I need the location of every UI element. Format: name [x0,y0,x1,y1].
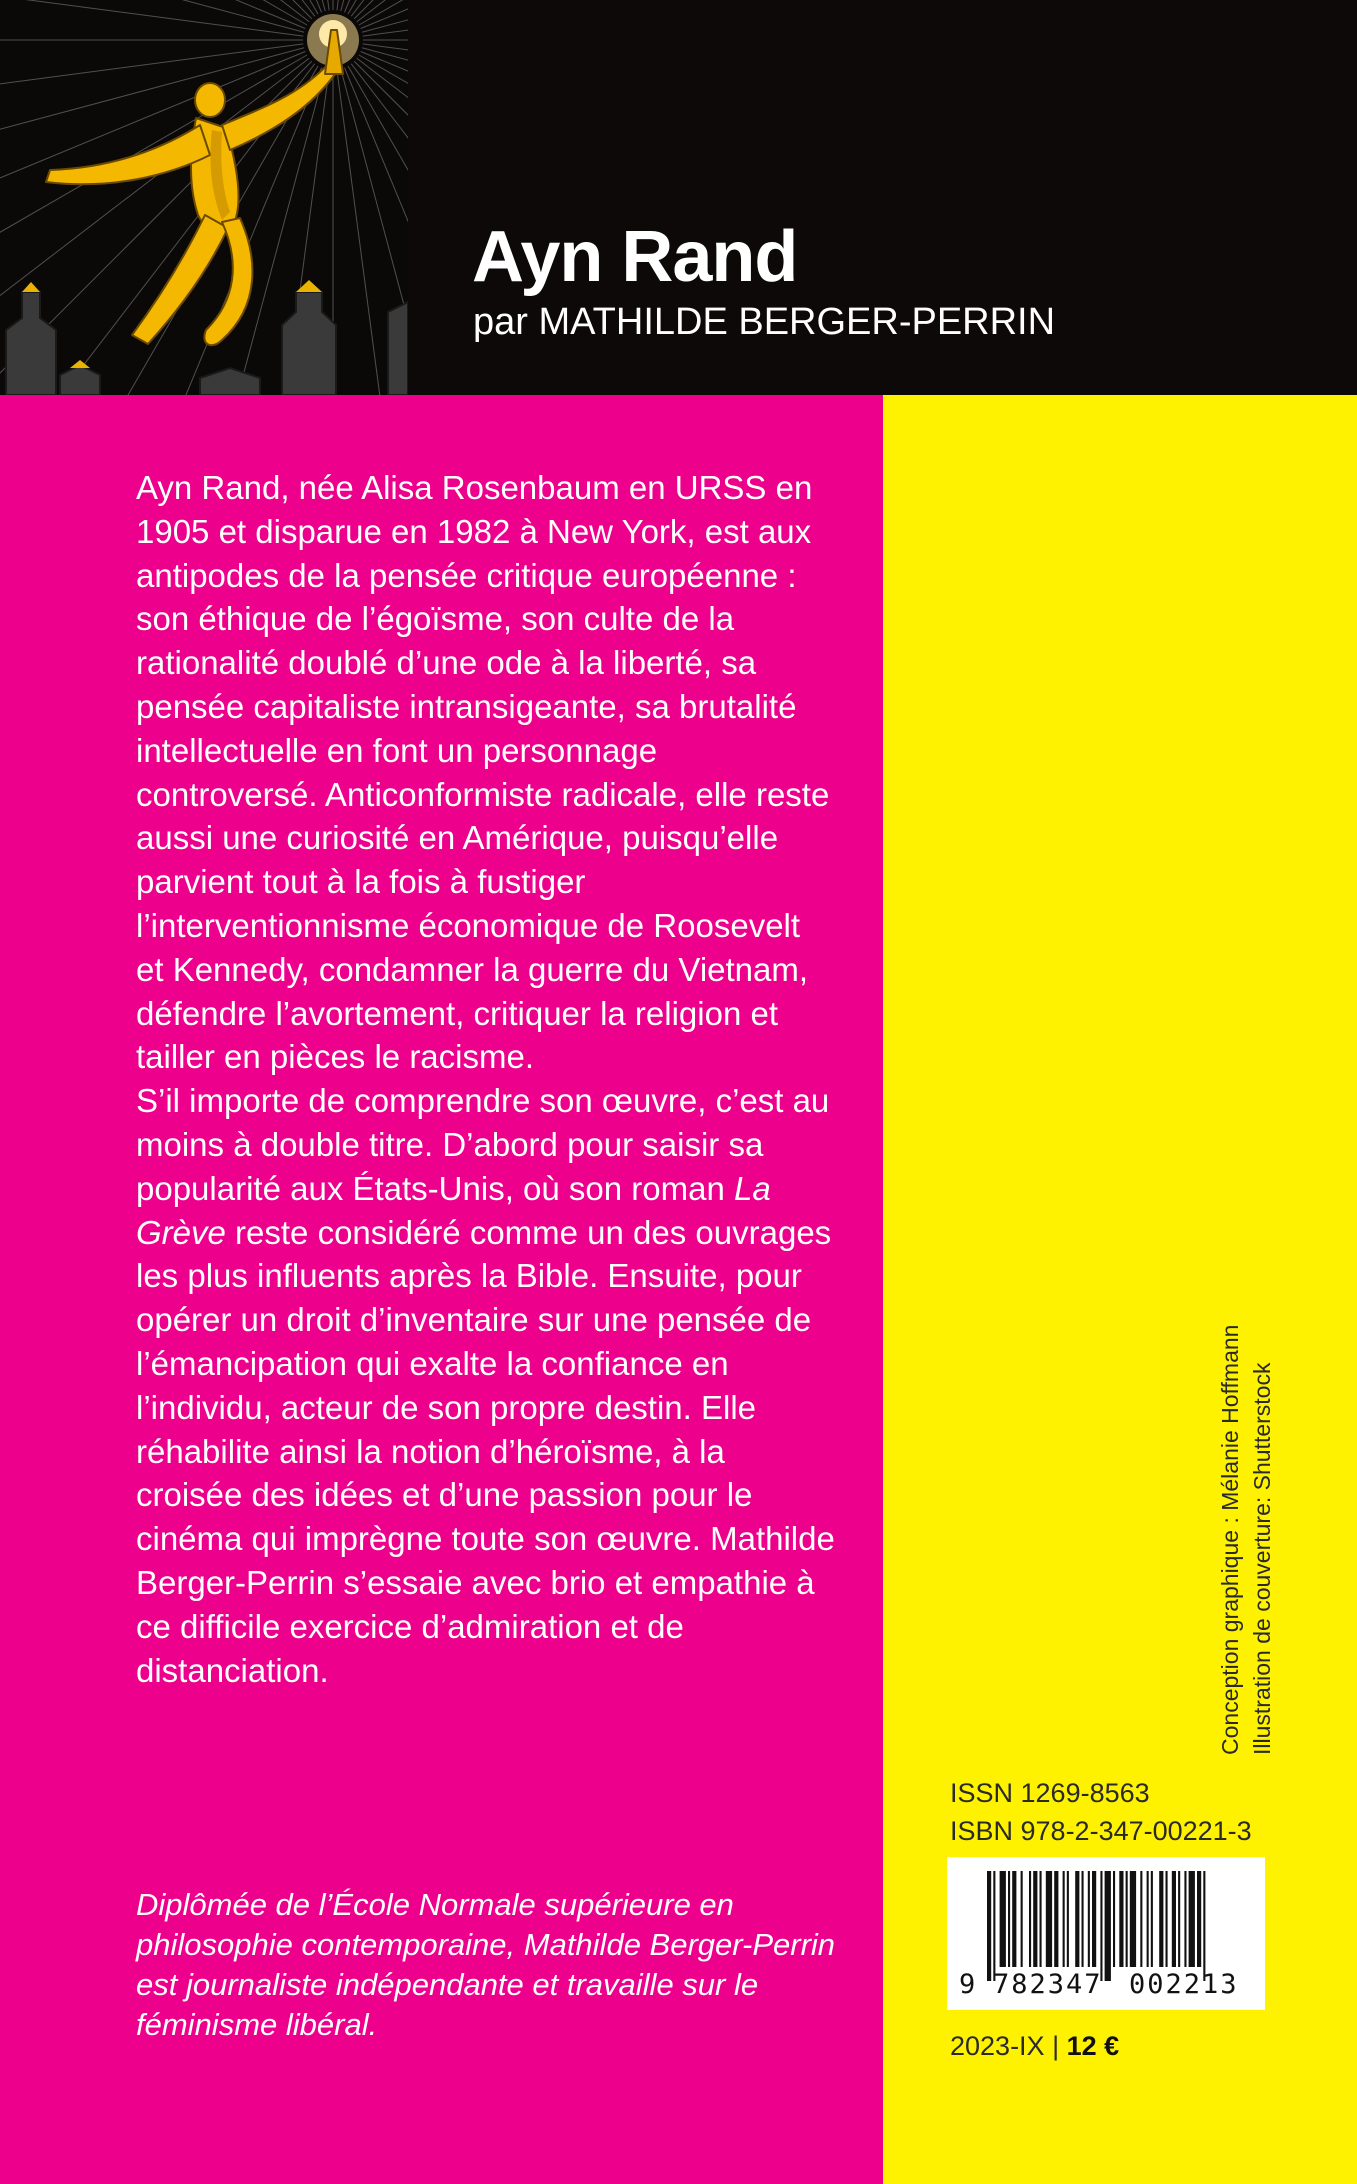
barcode [947,1857,1265,2010]
book-author-title: Ayn Rand [472,217,798,297]
barcode-bar [1000,1871,1006,1967]
isbn-number: ISBN 978-2-347-00221-3 [950,1816,1252,1846]
illustration-credit: Illustration de couverture: Shutterstock [1249,1362,1275,1755]
blurb-paragraph-1: Ayn Rand, née Alisa Rosenbaum en URSS en 1905 et disparue en 1982 à New York, est aux antipodes de la pensée critique européenne : son éthique de l’égoïsme, son culte de la rationalité doublé d’une ode à la liberté, sa pensée capitaliste intransigeante, sa brutalité intellectuelle en font un personnage controversé. Anticonformiste radicale, elle reste aussi une curiosité en Amérique, puisqu’elle parvient tout à la fois à fustiger l’interventionnisme économique de Roosevelt et Kennedy, condamner la guerre du Vietnam, défendre l’avortement, critiquer la religion et tailler en pièces le racisme. [136,469,830,1076]
barcode-bar [1126,1871,1128,1967]
barcode-bar [1012,1871,1016,1967]
barcode-bar [1100,1871,1102,1981]
cover-illustration [0,0,408,395]
light-ray [362,0,408,32]
author-bio: Diplômée de l’École Normale supérieure en philosophie contemporaine, Mathilde Berger-Perrin est journaliste indépendante et travaille sur le féminisme libéral. [136,1887,836,2042]
edition-and-price [950,2030,1119,2062]
barcode-bar [1105,1871,1111,1981]
light-ray [0,0,307,25]
light-ray [0,51,305,239]
barcode-bar [1063,1871,1065,1967]
barcode-bar [1119,1871,1123,1967]
blurb-paragraph-2-start: S’il importe de comprendre son œuvre, c’est au moins à double titre. D’abord pour saisir sa popularité aux États-Unis, où son roman [136,1082,830,1207]
blurb-text [136,466,836,1692]
light-ray [337,0,401,10]
blurb-paragraph-2 [136,1079,836,1692]
barcode-bar [1197,1871,1201,1967]
light-ray [0,0,303,36]
barcode-bar [1046,1871,1052,1967]
barcode-bar [1008,1871,1010,1967]
barcode-bar [987,1871,991,1981]
barcode-digits-right: 002213 [1129,1969,1239,2000]
barcode-bar [1040,1871,1042,1967]
barcode-bar [1130,1871,1136,1967]
barcode-digit-first: 9 [959,1969,976,2000]
barcode-bar [993,1871,995,1981]
light-ray [357,0,408,22]
light-ray [362,48,408,175]
barcode-bar [1140,1871,1142,1967]
price: 12 € [1066,2031,1120,2061]
novel-title: La Grève [136,1169,771,1251]
barcode-bar [1178,1871,1180,1967]
design-credit: Conception graphique : Mélanie Hoffmann [1217,1324,1243,1755]
book-byline: par MATHILDE BERGER-PERRIN [473,301,1056,343]
light-ray [134,0,322,12]
cover-credits [1214,1325,1278,1755]
edition-code: 2023-IX | [950,2031,1067,2061]
barcode-bar [1203,1871,1205,1981]
light-ray [265,0,329,10]
barcode-digits-left: 782347 [993,1969,1103,2000]
barcode-bar [1189,1871,1195,1967]
issn-number: ISSN 1269-8563 [950,1778,1150,1808]
barcode-bar [1092,1871,1096,1967]
barcode-bar [1067,1871,1069,1967]
barcode-bar [1147,1871,1149,1967]
blurb-paragraph-2-end: reste considéré comme un des ouvrages les plus influents après la Bible. Ensuite, pour opérer un droit d’inventaire sur une pensée de l’émancipation qui exalte la confiance en l’individu, acteur de son propre destin. Elle réhabilite ainsi la notion d’héroïsme, à la croisée des idées et d’une passion pour le cinéma qui imprègne toute son œuvre. Mathilde Berger-Perrin s’essaie avec brio et empathie à ce difficile exercice d’admiration et de distanciation. [136,1213,835,1689]
barcode-bar [1054,1871,1058,1967]
barcode-bar [1113,1871,1115,1967]
light-ray [0,0,305,29]
barcode-bar [1082,1871,1084,1967]
barcode-digits [959,1969,1259,2003]
torch-bearer-illustration [0,0,408,395]
barcode-bar [1159,1871,1163,1967]
barcode-bar [1151,1871,1153,1967]
header-band [0,0,1357,395]
light-ray [361,0,408,29]
barcode-bar [1033,1871,1037,1967]
barcode-bar [1021,1871,1023,1967]
barcode-bar [1088,1871,1090,1967]
barcode-bar [1166,1871,1168,1967]
barcode-bar [1172,1871,1176,1967]
barcode-bar [1029,1871,1031,1967]
light-ray [73,0,318,14]
barcode-bar [1075,1871,1079,1967]
barcode-bar [1184,1871,1186,1967]
